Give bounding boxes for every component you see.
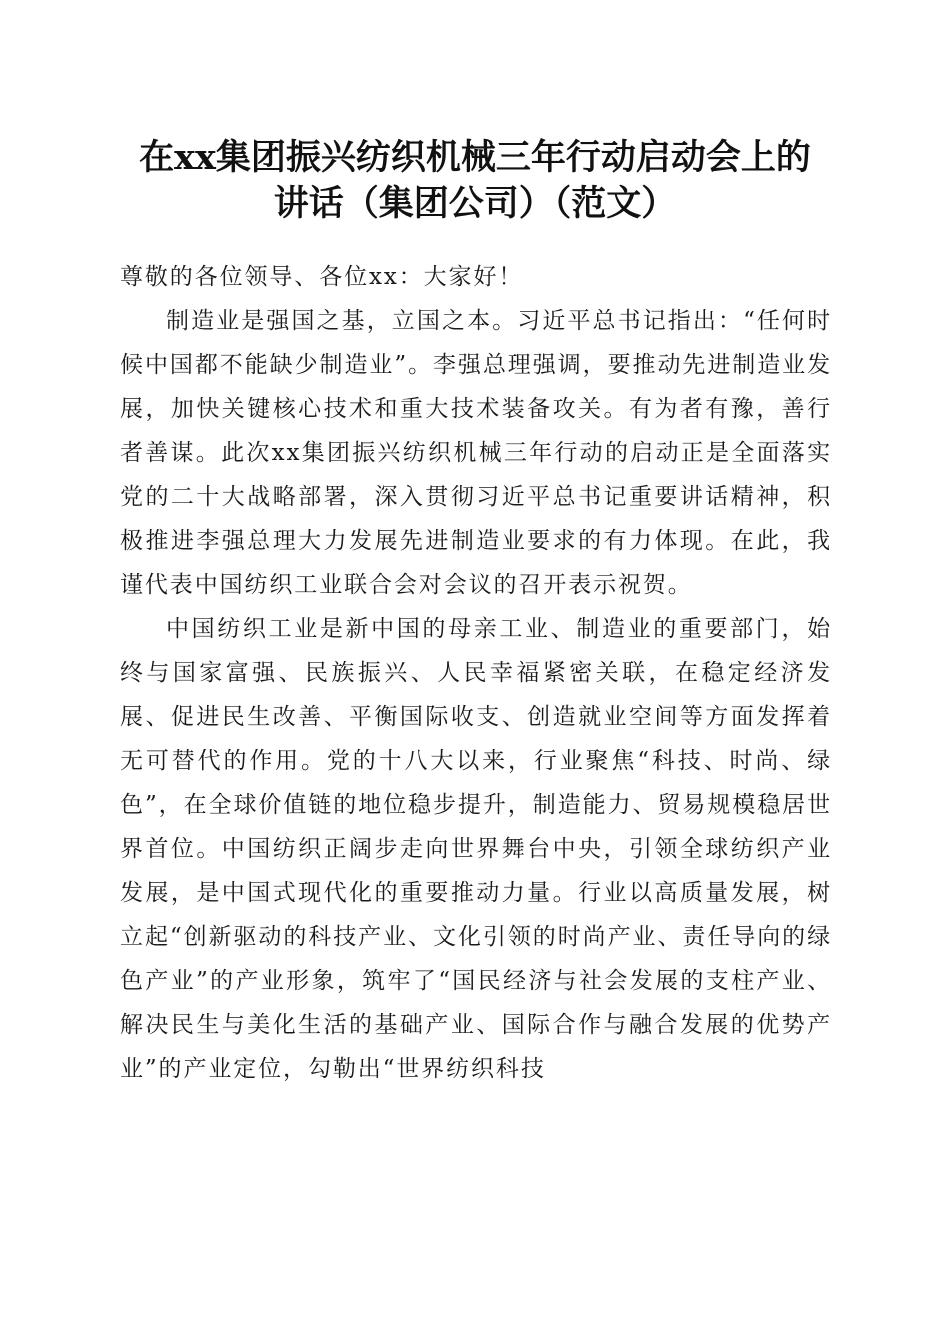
document-title [100,135,850,227]
title-line-2: 讲话（集团公司）（范文） [273,183,677,224]
title-line-1: 在xx集团振兴纺织机械三年行动启动会上的 [139,137,811,178]
paragraph-2: 中国纺织工业是新中国的母亲工业、制造业的重要部门，始终与国家富强、民族振兴、人民幸福紧密关联，在稳定经济发展、促进民生改善、平衡国际收支、创造就业空间等方面发挥着无可替代的作用。党的十八大以来，行业聚焦“科技、时尚、绿色”，在全球价值链的地位稳步提升，制造能力、贸易规模稳居世界首位。中国纺织正阔步走向世界舞台中央，引领全球纺织产业发展，是中国式现代化的重要推动力量。行业以高质量发展，树立起“创新驱动的科技产业、文化引领的时尚产业、责任导向的绿色产业”的产业形象，筑牢了“国民经济与社会发展的支柱产业、解决民生与美化生活的基础产业、国际合作与融合发展的优势产业”的产业定位，勾勒出“世界纺织科技 [120,616,832,1082]
document-body [120,255,832,1091]
paragraph-1: 制造业是强国之基，立国之本。习近平总书记指出：“任何时候中国都不能缺少制造业”。李强总理强调，要推动先进制造业发展，加快关键核心技术和重大技术装备攻关。有为者有豫，善行者善谋。此次xx集团振兴纺织机械三年行动的启动正是全面落实党的二十大战略部署，深入贯彻习近平总书记重要讲话精神，积极推进李强总理大力发展先进制造业要求的有力体现。在此，我谨代表中国纺织工业联合会对会议的召开表示祝贺。 [120,308,832,598]
salutation: 尊敬的各位领导、各位xx：大家好！ [120,264,524,290]
